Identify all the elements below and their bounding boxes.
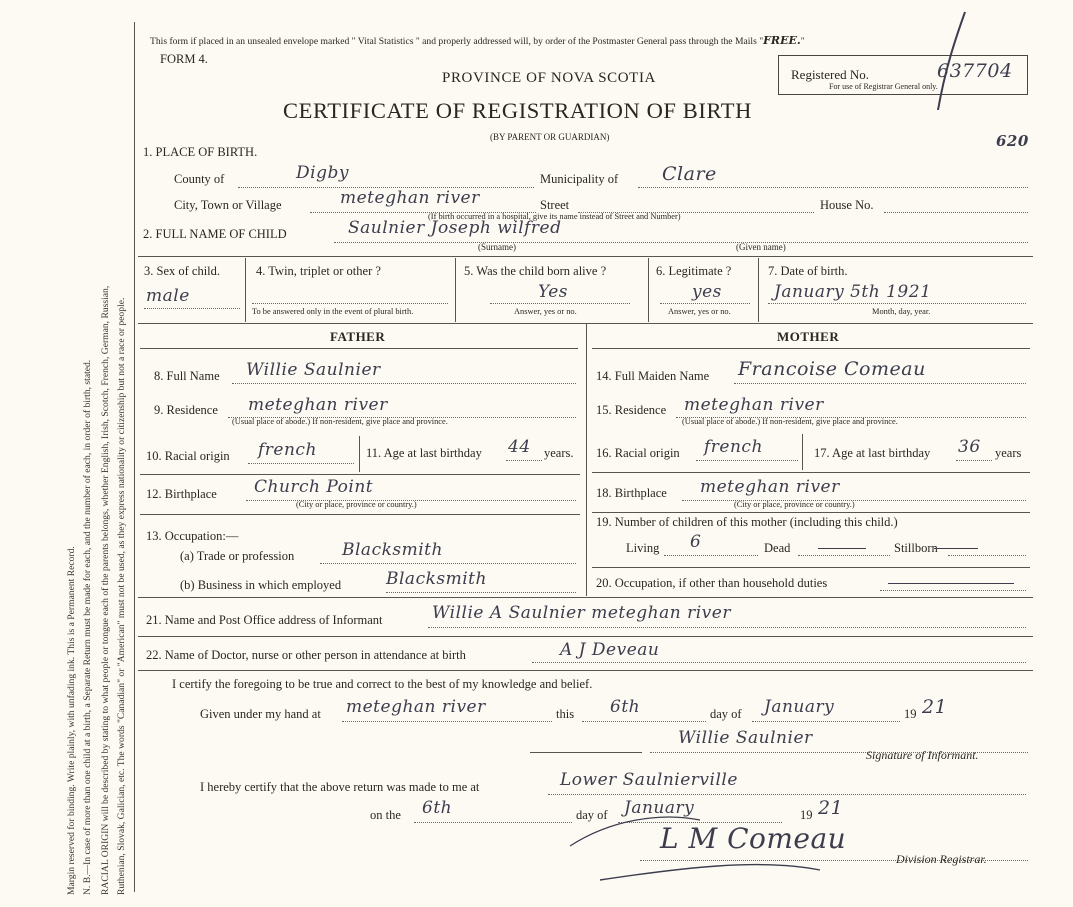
father-name-label: 8. Full Name bbox=[154, 369, 220, 383]
birth-date-value: January 5th 1921 bbox=[774, 282, 932, 302]
legitimate-label: 6. Legitimate ? bbox=[656, 264, 732, 278]
certificate-title: CERTIFICATE OF REGISTRATION OF BIRTH bbox=[283, 98, 752, 123]
row-divider-4 bbox=[758, 258, 759, 322]
registrar-signature: L M Comeau bbox=[660, 822, 847, 855]
form-number: FORM 4. bbox=[160, 52, 208, 66]
informant-value: Willie A Saulnier meteghan river bbox=[432, 603, 731, 623]
row-top-rule bbox=[138, 256, 1033, 257]
given-day-line bbox=[582, 721, 706, 722]
registered-label: Registered No. bbox=[791, 67, 869, 82]
twin-label: 4. Twin, triplet or other ? bbox=[256, 264, 381, 278]
father-birthplace-label: 12. Birthplace bbox=[146, 487, 217, 501]
municipality-value: Clare bbox=[662, 163, 717, 185]
parents-bottom-rule bbox=[138, 597, 1033, 598]
mother-occupation-line bbox=[880, 590, 1026, 591]
given-year-value: 21 bbox=[922, 696, 948, 718]
alive-line bbox=[490, 303, 630, 304]
mother-age-value: 36 bbox=[958, 437, 981, 457]
given-name-caption: (Given name) bbox=[736, 242, 786, 252]
margin-note-binding: Margin reserved for binding. Write plainly, with unfading ink. This is a Permanent Record. bbox=[66, 546, 77, 895]
mother-birthplace-caption: (City or place, province or country.) bbox=[734, 500, 855, 509]
informant-rule bbox=[138, 636, 1033, 637]
registrar-year-value: 21 bbox=[818, 797, 844, 819]
father-name-line bbox=[232, 383, 576, 384]
father-occupation-rule bbox=[140, 514, 580, 515]
registrar-month-value: January bbox=[624, 798, 695, 818]
stillborn-dash bbox=[934, 548, 978, 549]
informant-signature: Willie Saulnier bbox=[678, 728, 813, 748]
mother-name-label: 14. Full Maiden Name bbox=[596, 369, 710, 383]
given-place-value: meteghan river bbox=[346, 697, 486, 717]
mother-race-line bbox=[696, 460, 798, 461]
registrar-day-of-label: day of bbox=[576, 808, 608, 822]
city-value: meteghan river bbox=[340, 188, 480, 208]
mother-age-label: 17. Age at last birthday bbox=[814, 446, 931, 460]
birth-date-caption: Month, day, year. bbox=[872, 307, 931, 316]
father-occupation-label: 13. Occupation:— bbox=[146, 529, 239, 543]
mother-occupation-label: 20. Occupation, if other than household duties bbox=[596, 576, 828, 590]
parents-divider bbox=[586, 324, 587, 596]
row-divider-1 bbox=[245, 258, 246, 322]
stillborn-label: Stillborn bbox=[894, 541, 938, 555]
mother-race-divider bbox=[802, 434, 803, 470]
father-business-value: Blacksmith bbox=[386, 569, 487, 589]
margin-note-racial-words: Ruthenian, Slovak, Galician, etc. The words "Canadian" or "American" must not be used, as they express nationality or citizenship but not a race or people. bbox=[116, 297, 127, 895]
registrar-day-line bbox=[414, 822, 572, 823]
county-label: County of bbox=[174, 172, 225, 186]
given-under-label: Given under my hand at bbox=[200, 707, 321, 721]
mother-age-line bbox=[956, 460, 992, 461]
father-trade-label: (a) Trade or profession bbox=[180, 549, 295, 563]
father-race-line bbox=[248, 463, 354, 464]
mother-children-rule bbox=[592, 512, 1030, 513]
father-name-value: Willie Saulnier bbox=[246, 360, 381, 380]
father-heading: FATHER bbox=[330, 329, 386, 344]
father-race-divider bbox=[359, 436, 360, 472]
certify-statement: I certify the foregoing to be true and correct to the best of my knowledge and belief. bbox=[172, 677, 593, 691]
street-note: (If birth occurred in a hospital, give its name instead of Street and Number) bbox=[428, 212, 681, 221]
city-label: City, Town or Village bbox=[174, 198, 282, 212]
given-day-of-label: day of bbox=[710, 707, 742, 721]
given-year-prefix: 19 bbox=[904, 707, 917, 721]
alive-value: Yes bbox=[538, 282, 569, 302]
given-month-value: January bbox=[764, 697, 835, 717]
registrar-statement: I hereby certify that the above return was made to me at bbox=[200, 780, 480, 794]
child-name-label: 2. FULL NAME OF CHILD bbox=[143, 227, 287, 241]
row-divider-2 bbox=[455, 258, 456, 322]
margin-note-racial-origin: RACIAL ORIGIN will be described by stating to what people or tongue each of the parents belongs, whether English, Irish, Scotch, French, German, Russian, bbox=[100, 285, 111, 895]
child-name-line bbox=[334, 242, 1028, 243]
street-label: Street bbox=[540, 198, 570, 212]
house-number-line bbox=[884, 212, 1028, 213]
sex-label: 3. Sex of child. bbox=[144, 264, 221, 278]
registrar-day-value: 6th bbox=[422, 798, 453, 818]
registrar-use-note: For use of Registrar General only. bbox=[829, 82, 938, 91]
legitimate-value: yes bbox=[692, 282, 722, 302]
house-number-label: House No. bbox=[820, 198, 874, 212]
free-mark: FREE. bbox=[763, 34, 801, 47]
mother-race-label: 16. Racial origin bbox=[596, 446, 680, 460]
doctor-line bbox=[532, 662, 1026, 663]
mother-age-years: years bbox=[995, 446, 1022, 460]
mother-race-value: french bbox=[704, 437, 763, 457]
registration-box bbox=[778, 55, 1028, 95]
doctor-rule bbox=[138, 670, 1033, 671]
birth-date-line bbox=[768, 303, 1026, 304]
registrar-place-line bbox=[548, 794, 1026, 795]
father-age-line bbox=[506, 460, 542, 461]
dead-dash bbox=[818, 548, 866, 549]
mother-name-line bbox=[734, 383, 1026, 384]
municipality-label: Municipality of bbox=[540, 172, 619, 186]
father-age-years: years. bbox=[544, 446, 574, 460]
father-trade-line bbox=[320, 563, 576, 564]
mother-occupation-rule bbox=[592, 567, 1030, 568]
surname-caption: (Surname) bbox=[478, 242, 516, 252]
father-birthplace-caption: (City or place, province or country.) bbox=[296, 500, 417, 509]
informant-line bbox=[428, 627, 1026, 628]
father-age-value: 44 bbox=[508, 437, 531, 457]
doctor-label: 22. Name of Doctor, nurse or other person in attendance at birth bbox=[146, 648, 466, 662]
father-race-value: french bbox=[258, 440, 317, 460]
legitimate-caption: Answer, yes or no. bbox=[668, 307, 731, 316]
father-trade-value: Blacksmith bbox=[342, 540, 443, 560]
registrar-year-prefix: 19 bbox=[800, 808, 813, 822]
father-birthplace-value: Church Point bbox=[254, 477, 374, 497]
father-birthplace-rule bbox=[140, 474, 580, 475]
given-this-label: this bbox=[556, 707, 575, 721]
parents-heading-rule-left bbox=[140, 348, 578, 349]
father-race-label: 10. Racial origin bbox=[146, 449, 230, 463]
twin-note: To be answered only in the event of plural birth. bbox=[252, 307, 414, 316]
mother-heading: MOTHER bbox=[777, 329, 840, 344]
certificate-subtitle: (BY PARENT OR GUARDIAN) bbox=[490, 132, 610, 142]
alive-label: 5. Was the child born alive ? bbox=[464, 264, 607, 278]
county-value: Digby bbox=[296, 163, 349, 183]
corner-number: 620 bbox=[996, 132, 1029, 150]
legitimate-line bbox=[660, 303, 750, 304]
informant-label: 21. Name and Post Office address of Informant bbox=[146, 613, 383, 627]
given-month-line bbox=[752, 721, 900, 722]
child-name-value: Saulnier Joseph wilfred bbox=[348, 218, 562, 238]
registrar-flourish-stroke bbox=[600, 865, 820, 880]
registrar-on-label: on the bbox=[370, 808, 401, 822]
living-line bbox=[664, 555, 758, 556]
postal-note: This form if placed in an unsealed envelope marked " Vital Statistics " and properly addressed will, by order of the Postmaster General pass through the Mails "FREE." bbox=[150, 34, 805, 47]
municipality-line bbox=[638, 187, 1028, 188]
twin-line bbox=[252, 303, 448, 304]
sex-value: male bbox=[146, 286, 190, 306]
informant-signature-rule-left bbox=[530, 752, 642, 753]
mother-residence-caption: (Usual place of abode.) If non-resident, give place and province. bbox=[682, 417, 898, 426]
living-value: 6 bbox=[690, 532, 702, 552]
registered-number: 637704 bbox=[937, 60, 1013, 82]
stillborn-line bbox=[948, 555, 1026, 556]
sex-line bbox=[144, 308, 240, 309]
father-business-line bbox=[386, 592, 576, 593]
dead-label: Dead bbox=[764, 541, 791, 555]
mother-name-value: Francoise Comeau bbox=[738, 358, 926, 380]
mother-occupation-dash bbox=[888, 583, 1014, 584]
registrar-caption: Division Registrar. bbox=[896, 852, 987, 866]
doctor-value: A J Deveau bbox=[560, 640, 660, 660]
margin-note-multiple-births: N. B.—In case of more than one child at a birth, a Separate Return must be made for each, and the number of each, in order of birth, stated. bbox=[82, 359, 93, 895]
mother-residence-label: 15. Residence bbox=[596, 403, 667, 417]
registrar-place-value: Lower Saulnierville bbox=[560, 770, 738, 790]
living-label: Living bbox=[626, 541, 660, 555]
dead-line bbox=[798, 555, 890, 556]
mother-birthplace-label: 18. Birthplace bbox=[596, 486, 667, 500]
mother-birthplace-value: meteghan river bbox=[700, 477, 840, 497]
parents-heading-rule-right bbox=[592, 348, 1030, 349]
mother-children-label: 19. Number of children of this mother (including this child.) bbox=[596, 515, 898, 529]
father-residence-value: meteghan river bbox=[248, 395, 388, 415]
father-residence-label: 9. Residence bbox=[154, 403, 218, 417]
alive-caption: Answer, yes or no. bbox=[514, 307, 577, 316]
given-place-line bbox=[342, 721, 552, 722]
father-residence-caption: (Usual place of abode.) If non-resident, give place and province. bbox=[232, 417, 448, 426]
mother-residence-value: meteghan river bbox=[684, 395, 824, 415]
mother-birthplace-rule bbox=[592, 472, 1030, 473]
father-business-label: (b) Business in which employed bbox=[180, 578, 342, 592]
province-name: PROVINCE OF NOVA SCOTIA bbox=[442, 70, 656, 86]
informant-signature-caption: Signature of Informant. bbox=[866, 748, 979, 762]
row-divider-3 bbox=[648, 258, 649, 322]
margin-rule bbox=[134, 22, 135, 892]
given-day-value: 6th bbox=[610, 697, 641, 717]
father-age-label: 11. Age at last birthday bbox=[366, 446, 482, 460]
birth-date-label: 7. Date of birth. bbox=[768, 264, 848, 278]
place-of-birth-label: 1. PLACE OF BIRTH. bbox=[143, 145, 258, 159]
